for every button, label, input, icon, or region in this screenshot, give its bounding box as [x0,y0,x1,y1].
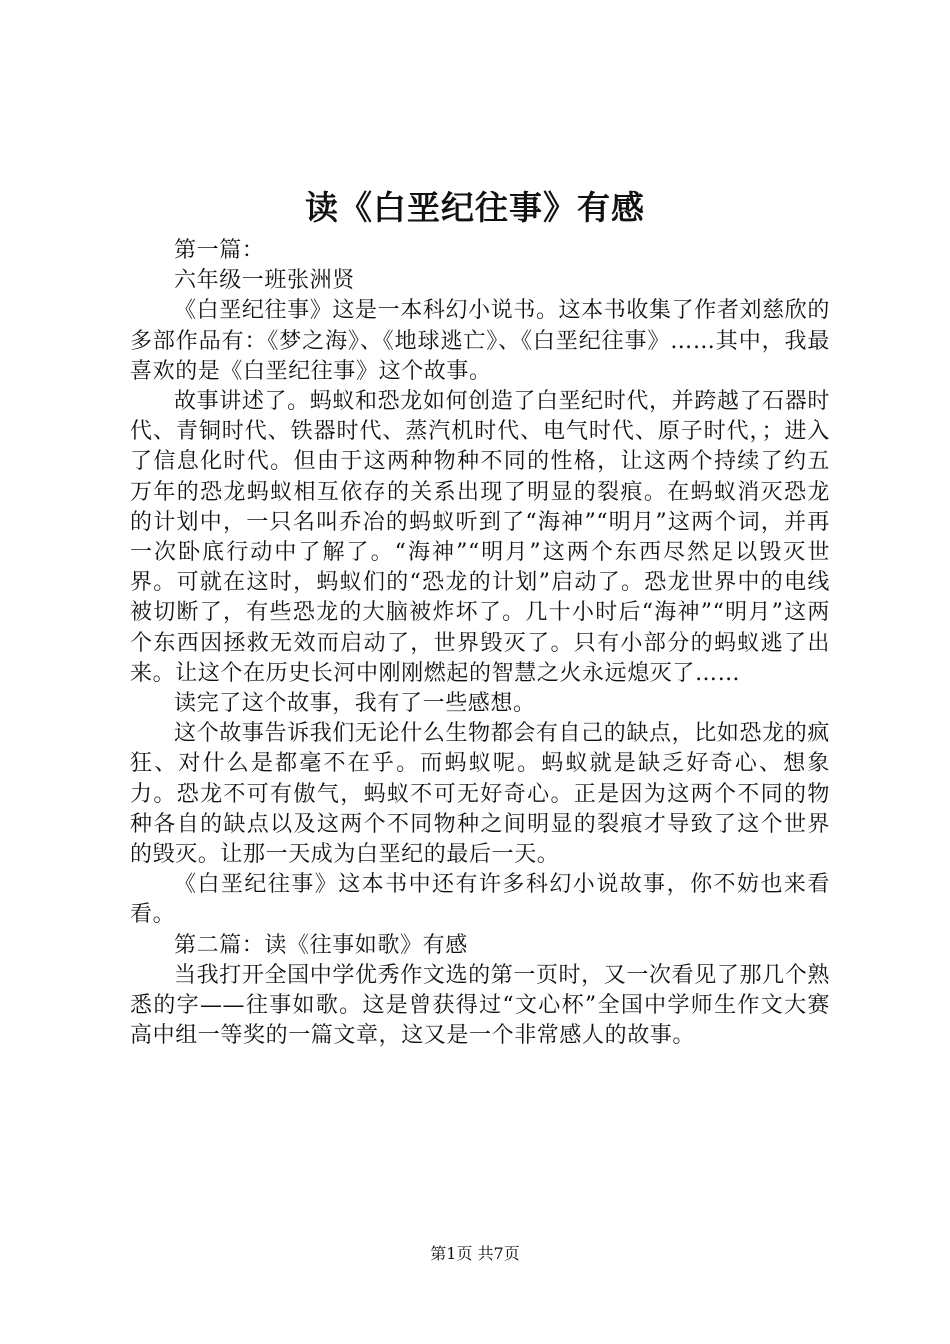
document-body [130,236,830,1051]
paragraph: 故事讲述了。蚂蚁和恐龙如何创造了白垩纪时代，并跨越了石器时代、青铜时代、铁器时代、蒸汽机时代、电气时代、原子时代，；进入了信息化时代。但由于这两种物种不同的性格，让这两个持续了约五万年的恐龙蚂蚁相互依存的关系出现了明显的裂痕。在蚂蚁消灭恐龙的计划中，一只名叫乔冶的蚂蚁听到了“海神”“明月”这两个词，并再一次卧底行动中了解了。“海神”“明月”这两个东西尽然足以毁灭世界。可就在这时，蚂蚁们的“恐龙的计划”启动了。恐龙世界中的电线被切断了，有些恐龙的大脑被炸坏了。几十小时后“海神”“明月”这两个东西因拯救无效而启动了，世界毁灭了。只有小部分的蚂蚁逃了出来。让这个在历史长河中刚刚燃起的智慧之火永远熄灭了…… [130,389,830,686]
section-heading: 第二篇：读《往事如歌》有感 [174,932,468,958]
paragraph: 《白垩纪往事》这是一本科幻小说书。这本书收集了作者刘慈欣的多部作品有：《梦之海》、《地球逃亡》、《白垩纪往事》……其中，我最喜欢的是《白垩纪往事》这个故事。 [130,298,830,384]
paragraph: 这个故事告诉我们无论什么生物都会有自己的缺点，比如恐龙的疯狂、对什么是都毫不在乎。而蚂蚁呢。蚂蚁就是缺乏好奇心、想象力。恐龙不可有傲气，蚂蚁不可无好奇心。正是因为这两个不同的物种各自的缺点以及这两个不同物种之间明显的裂痕才导致了这个世界的毁灭。让那一天成为白垩纪的最后一天。 [130,721,830,868]
paragraph: 《白垩纪往事》这本书中还有许多科幻小说故事，你不妨也来看看。 [130,872,830,928]
author-line: 六年级一班张洲贤 [174,268,355,294]
section-heading: 第一篇： [174,238,265,263]
document-title: 读《白垩纪往事》有感 [305,188,645,227]
paragraph: 读完了这个故事，我有了一些感想。 [174,691,536,717]
page-footer: 第1页 共7页 [430,1244,520,1263]
paragraph: 当我打开全国中学优秀作文选的第一页时，又一次看见了那几个熟悉的字——往事如歌。这是曾获得过“文心杯”全国中学师生作文大赛高中组一等奖的一篇文章，这又是一个非常感人的故事。 [130,962,830,1049]
